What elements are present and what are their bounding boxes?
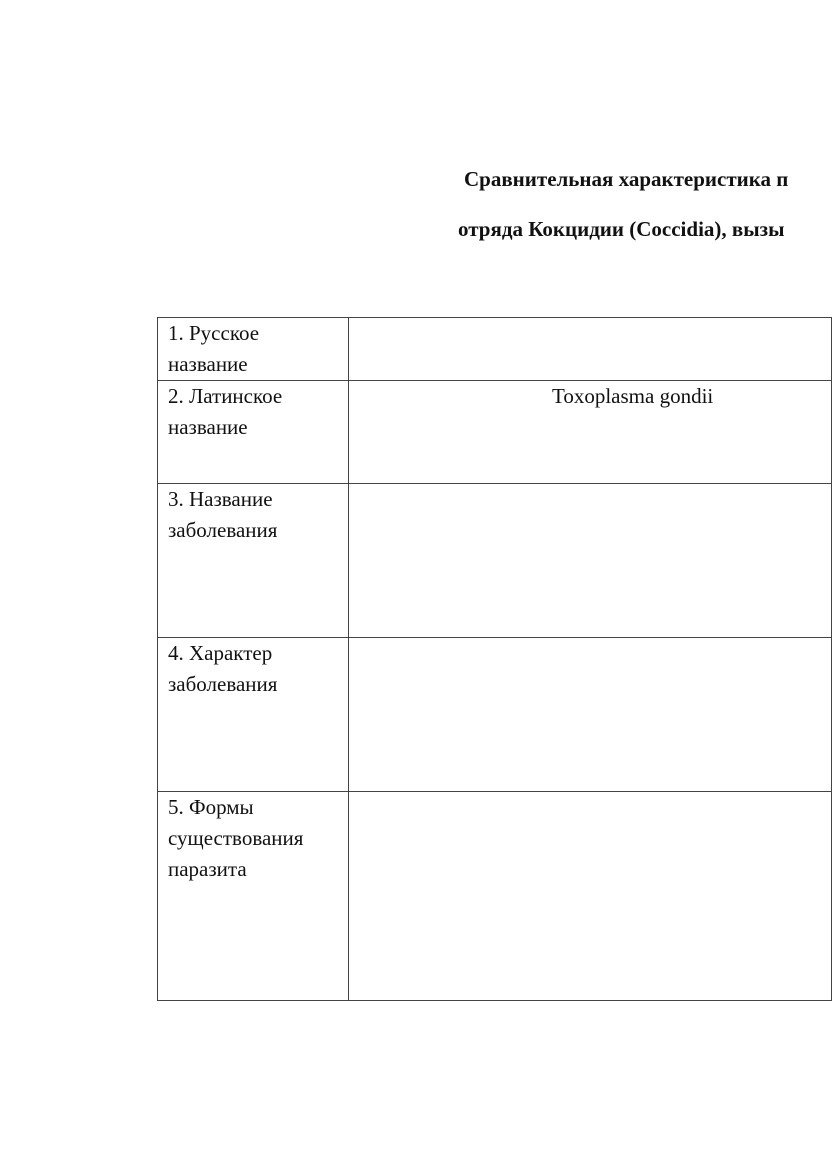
- row-label: 3. Название заболевания: [168, 487, 278, 542]
- table-row: [158, 484, 832, 638]
- row-label-cell: [158, 381, 349, 484]
- document-title-line-2: отряда Кокцидии (Coccidia), вызы: [458, 217, 785, 241]
- latin-name-value: Toxoplasma gondii: [551, 384, 714, 408]
- table-row: [158, 318, 832, 381]
- row-value-cell: [348, 792, 831, 1001]
- row-value-cell: [348, 381, 831, 484]
- characteristics-table: [157, 317, 832, 1001]
- table-row: [158, 638, 832, 792]
- row-label-cell: [158, 318, 349, 381]
- row-label-cell: [158, 792, 349, 1001]
- row-label: 1. Русское название: [168, 321, 260, 376]
- row-label-cell: [158, 638, 349, 792]
- row-label-cell: [158, 484, 349, 638]
- row-value-cell: [348, 318, 831, 381]
- document-title-line-1: Сравнительная характеристика п: [464, 167, 789, 191]
- row-label: 5. Формы существования паразита: [168, 795, 304, 881]
- row-value-cell: [348, 638, 831, 792]
- row-value-cell: [348, 484, 831, 638]
- table-row: [158, 792, 832, 1001]
- row-label: 2. Латинское название: [168, 384, 283, 439]
- row-label: 4. Характер заболевания: [168, 641, 278, 696]
- table-row: [158, 381, 832, 484]
